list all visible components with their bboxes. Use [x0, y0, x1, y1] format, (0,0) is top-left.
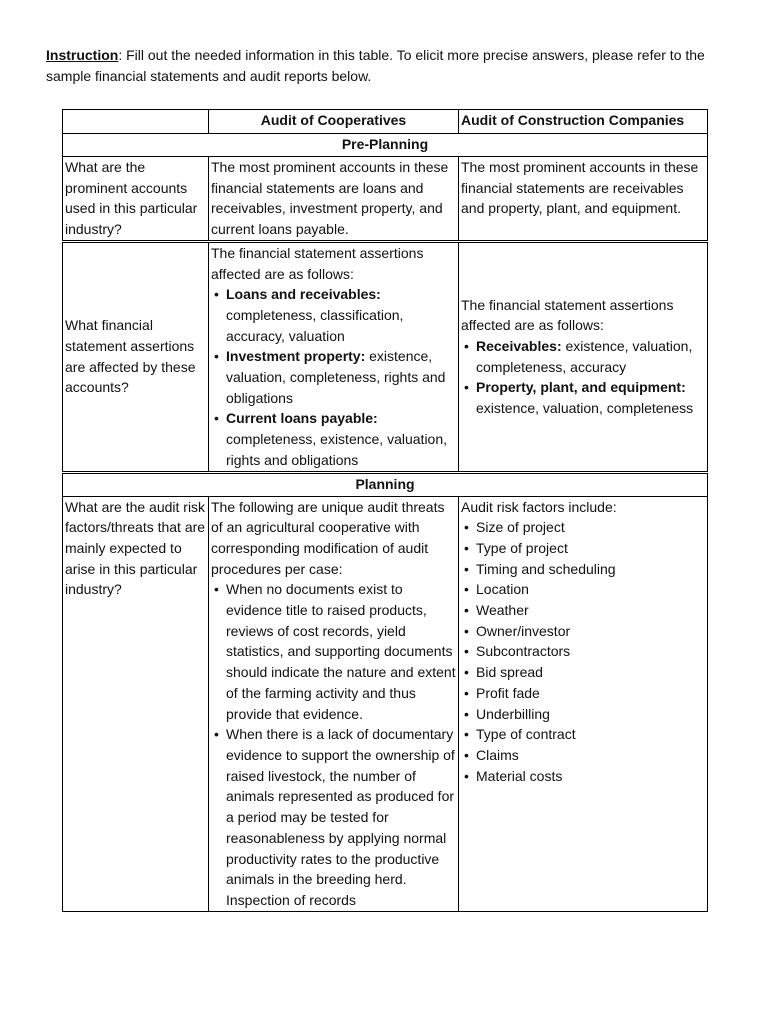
table-row: [63, 157, 708, 242]
risk-intro: Audit risk factors include:: [461, 498, 617, 515]
answer-cell-cooperatives: [209, 241, 459, 472]
answer-cell-construction: [459, 241, 708, 472]
risk-list: [211, 579, 456, 910]
answer-cell-cooperatives: [209, 496, 459, 911]
instruction-label: Instruction: [46, 47, 119, 63]
section-row-pre-planning: [63, 134, 708, 157]
list-item: • Claims: [461, 745, 705, 766]
assertions-intro: The financial statement assertions affected are as follows:: [461, 296, 674, 334]
list-item: • Current loans payable: completeness, existence, valuation, rights and obligations: [211, 408, 456, 470]
list-item: • Underbilling: [461, 704, 705, 725]
list-item: • Subcontractors: [461, 641, 705, 662]
instruction-text: : Fill out the needed information in this table. To elicit more precise answers, please refer to the sample financial statements and audit reports below.: [46, 47, 705, 84]
audit-comparison-table: [62, 109, 708, 912]
assertions-intro: The financial statement assertions affected are as follows:: [211, 244, 424, 282]
list-item: • Weather: [461, 600, 705, 621]
section-row-planning: [63, 472, 708, 496]
answer-cell-cooperatives: The most prominent accounts in these financial statements are loans and receivables, investment property, and current loans payable.: [209, 157, 459, 242]
list-item: • Size of project: [461, 517, 705, 538]
header-cell-empty: [63, 110, 209, 134]
section-title-planning: Planning: [63, 472, 708, 496]
list-item: • Location: [461, 579, 705, 600]
list-item: • Timing and scheduling: [461, 559, 705, 580]
table-header-row: [63, 110, 708, 134]
list-item: • Receivables: existence, valuation, completeness, accuracy: [461, 336, 705, 377]
risk-factor-list: [461, 517, 705, 786]
instruction-paragraph: [46, 45, 736, 87]
list-item: • Property, plant, and equipment: existence, valuation, completeness: [461, 377, 705, 418]
risk-intro: The following are unique audit threats of an agricultural cooperative with corresponding modification of audit procedures per case:: [211, 498, 445, 577]
list-item: • Loans and receivables: completeness, classification, accuracy, valuation: [211, 284, 456, 346]
header-cell-cooperatives: Audit of Cooperatives: [209, 110, 459, 134]
list-item: • Owner/investor: [461, 621, 705, 642]
assertions-list: [461, 336, 705, 419]
list-item: • Profit fade: [461, 683, 705, 704]
list-item: • Material costs: [461, 766, 705, 787]
question-cell: What are the audit risk factors/threats that are mainly expected to arise in this particular industry?: [63, 496, 209, 911]
table-row: [63, 496, 708, 911]
question-cell: What financial statement assertions are affected by these accounts?: [63, 241, 209, 472]
list-item: • Investment property: existence, valuation, completeness, rights and obligations: [211, 346, 456, 408]
list-item: • When no documents exist to evidence title to raised products, reviews of cost records, yield statistics, and supporting documents should indicate the nature and extent of the farming activity and thus provide that evidence.: [211, 579, 456, 724]
section-title-pre-planning: Pre-Planning: [63, 134, 708, 157]
assertions-list: [211, 284, 456, 470]
answer-cell-construction: [459, 496, 708, 911]
question-cell: What are the prominent accounts used in this particular industry?: [63, 157, 209, 242]
answer-cell-construction: The most prominent accounts in these financial statements are receivables and property, plant, and equipment.: [459, 157, 708, 242]
list-item: • Type of contract: [461, 724, 705, 745]
list-item: • Type of project: [461, 538, 705, 559]
list-item: • When there is a lack of documentary evidence to support the ownership of raised livestock, the number of animals represented as produced for a period may be tested for reasonableness by applying normal productivity rates to the productive animals in the breeding herd. Inspection of records: [211, 724, 456, 910]
list-item: • Bid spread: [461, 662, 705, 683]
header-cell-construction: Audit of Construction Companies: [459, 110, 708, 134]
table-row: [63, 241, 708, 472]
